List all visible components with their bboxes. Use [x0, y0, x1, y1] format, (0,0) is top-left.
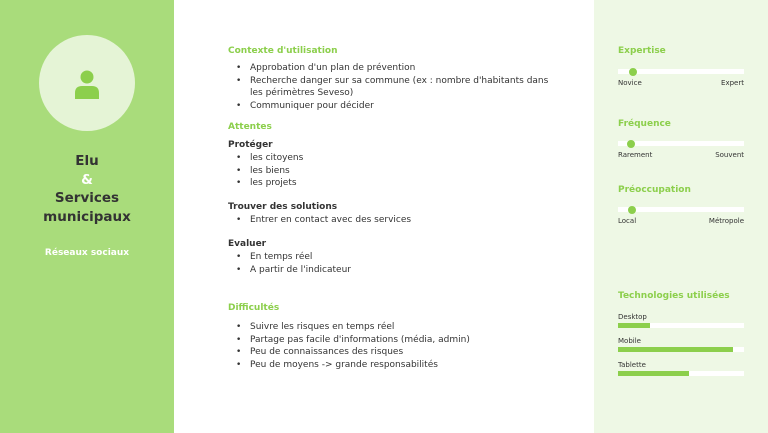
context-list [236, 62, 576, 112]
frequency-min-label: Rarement [618, 151, 653, 159]
list-item: • Suivre les risques en temps réel [236, 321, 576, 334]
tech-mobile-label: Mobile [618, 337, 641, 345]
tech-tablet-fill [618, 371, 689, 376]
tech-mobile-bar [618, 347, 744, 352]
concern-max-label: Métropole [708, 217, 744, 225]
concern-scale [618, 207, 744, 212]
expertise-scale [618, 69, 744, 74]
list-item: • les biens [236, 165, 576, 178]
persona-name-line4: municipaux [43, 208, 131, 225]
list-item: • Recherche danger sur sa commune (ex : nombre d'habitants dans les périmètres Seveso) [236, 75, 550, 100]
tech-desktop-label: Desktop [618, 313, 647, 321]
frequency-marker [627, 140, 635, 148]
difficulties-list [236, 321, 576, 371]
expectations-group-title: Trouver des solutions [228, 202, 338, 212]
user-icon [74, 69, 100, 99]
concern-marker [628, 206, 636, 214]
persona-details [228, 0, 583, 433]
frequency-max-label: Souvent [715, 151, 744, 159]
expertise-title: Expertise [618, 46, 666, 56]
technologies-title: Technologies utilisées [618, 291, 730, 301]
expectations-group-title: Evaluer [228, 239, 267, 249]
persona-name-ampersand: & [81, 171, 93, 188]
list-item: • les citoyens [236, 152, 576, 165]
tech-tablet-bar [618, 371, 744, 376]
profile-panel [594, 0, 768, 433]
list-item: • Communiquer pour décider [236, 100, 576, 113]
frequency-title: Fréquence [618, 119, 671, 129]
persona-channel: Réseaux sociaux [44, 248, 130, 258]
tech-desktop-bar [618, 323, 744, 328]
list-item: • Peu de moyens -> grande responsabilités [236, 359, 576, 372]
persona-name [0, 152, 174, 226]
tech-desktop-fill [618, 323, 650, 328]
list-item: • A partir de l'indicateur [236, 264, 576, 277]
persona-name-line3: Services [54, 190, 120, 206]
list-item: • En temps réel [236, 251, 576, 264]
tech-tablet-label: Tablette [618, 361, 646, 369]
expertise-max-label: Expert [721, 79, 744, 87]
persona-panel [0, 0, 174, 433]
frequency-scale [618, 141, 744, 146]
list-item: • Peu de connaissances des risques [236, 346, 576, 359]
expectations-group-title: Protéger [228, 140, 273, 150]
concern-min-label: Local [618, 217, 637, 225]
expectations-group-list [236, 251, 576, 276]
expectations-group-list [236, 152, 576, 190]
difficulties-title: Difficultés [228, 303, 280, 313]
avatar [39, 35, 135, 131]
expectations-group-list [236, 214, 576, 227]
list-item: • Entrer en contact avec des services [236, 214, 576, 227]
expertise-marker [629, 68, 637, 76]
expectations-title: Attentes [228, 122, 272, 132]
context-title: Contexte d'utilisation [228, 46, 338, 56]
expertise-min-label: Novice [618, 79, 642, 87]
list-item: • les projets [236, 177, 576, 190]
list-item: • Approbation d'un plan de prévention [236, 62, 576, 75]
persona-name-line1: Elu [75, 153, 99, 169]
concern-title: Préoccupation [618, 185, 691, 195]
list-item: • Partage pas facile d'informations (média, admin) [236, 334, 576, 347]
tech-mobile-fill [618, 347, 733, 352]
